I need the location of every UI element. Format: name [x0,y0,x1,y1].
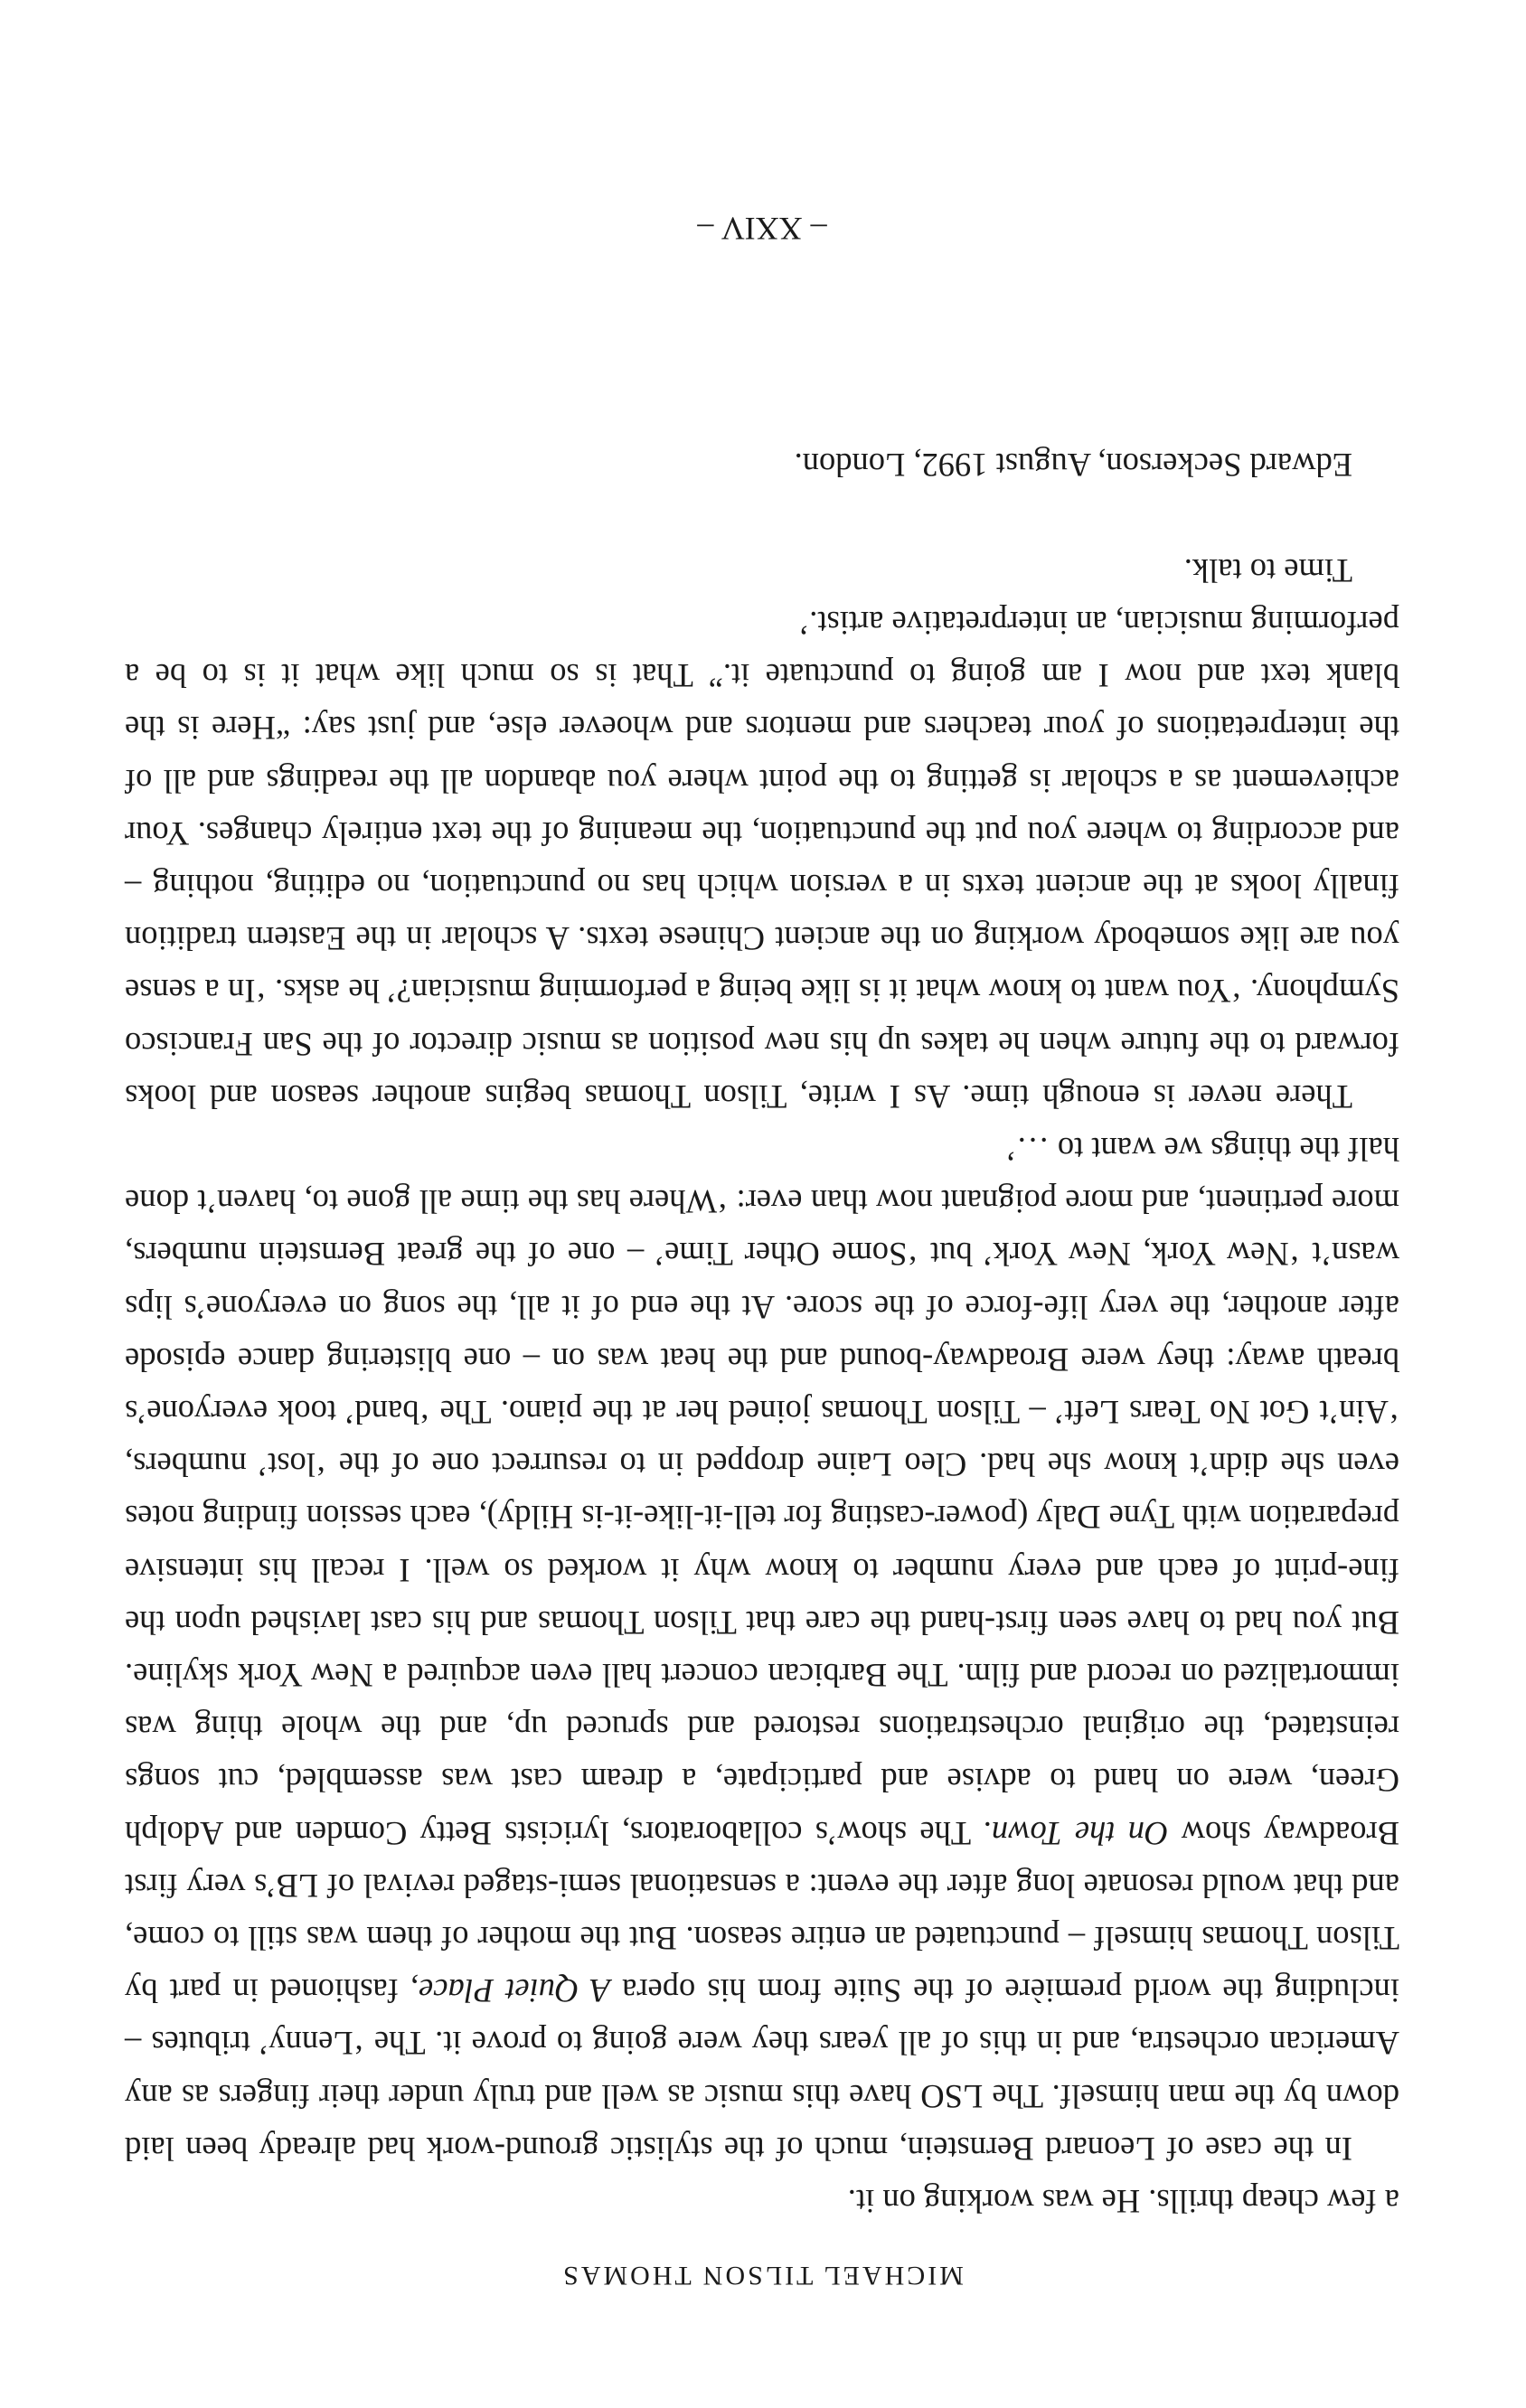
work-title-a-quiet-place: A Quiet Place [419,1972,611,2010]
body-text [125,438,1399,2227]
running-head: MICHAEL TILSON THOMAS [560,2261,964,2290]
page-number: – XXIV – [697,211,827,247]
work-title-on-the-town: On the Town [991,1814,1169,1852]
paragraph-bernstein-part-c: . The show’s collaborators, lyricists Betty Comden and Adolph Green, were on hand to advise and participate, a dream cast was assembled, cut songs reinstated, the original orchestrations restored and spruced up, and the whole thing was immortalized on record and film. The Barbican concert hall even acquired a New York skyline. But you had to have seen first-hand the care that Tilson Thomas and his cast lavished upon the fine-print of each and every number to know why it worked so well. I recall his intensive preparation with Tyne Daly (power-casting for tell-it-like-it-is Hildy), each session finding notes even she didn’t know she had. Cleo Laine dropped in to resurrect one of the ‘lost’ numbers, ‘Ain’t Got No Tears Left’ – Tilson Thomas joined her at the piano. The ‘band’ took everyone’s breath away: they were Broadway-bound and the heat was on – one blistering dance episode after another, the very life-force of the score. At the end of it all, the song on everyone’s lips wasn’t ‘New York, New York’ but ‘Some Other Time’ – one of the great Bernstein numbers, more pertinent, and more poignant now than ever: ‘Where has the time all gone to, haven’t done half the things we want to …’ [125,1130,1399,1852]
paragraph-time-to-talk: Time to talk. [1183,551,1352,589]
paragraph-continued: a few cheap thrills. He was working on it. [847,2183,1399,2220]
paragraph-bernstein-part-a: In the case of Leonard Bernstein, much of the stylistic ground-work had already been laid down by the man himself. The LSO have this music as well and truly under their fingers as any American orchestra, and in this of all years they were going to prove it. The ‘Lenny’ tributes – including the world première of the Suite from his opera [125,1972,1399,2168]
paragraph-bernstein-part-b: , fashioned in part by Tilson Thomas himself – punctuated an entire season. But the mother of them was still to come, and that would resonate long after the event: a sensational semi-staged revival of LB’s very first Broadway show [125,1814,1399,2010]
author-signature: Edward Seckerson, August 1992, London. [794,447,1352,484]
paragraph-enough-time: There never is enough time. As I write, Tilson Thomas begins another season and looks forward to the future when he takes up his new position as music director of the San Francisco Symphony. ‘You want to know what it is like being a performing musician?’ he asks. ‘In a sense you are like somebody working on the ancient Chinese texts. A scholar in the Eastern tradition finally looks at the ancient texts in a version which has no punctuation, no editing, nothing – and according to where you put the punctuation, the meaning of the text entirely changes. Your achievement as a scholar is getting to the point where you abandon all the readings and all of the interpretations of your teachers and mentors and whoever else, and just say: “Here is the blank text and now I am going to punctuate it.” That is so much like what it is to be a performing musician, an interpretative artist.’ [125,604,1399,1115]
paragraph-bernstein [125,1123,1399,2175]
